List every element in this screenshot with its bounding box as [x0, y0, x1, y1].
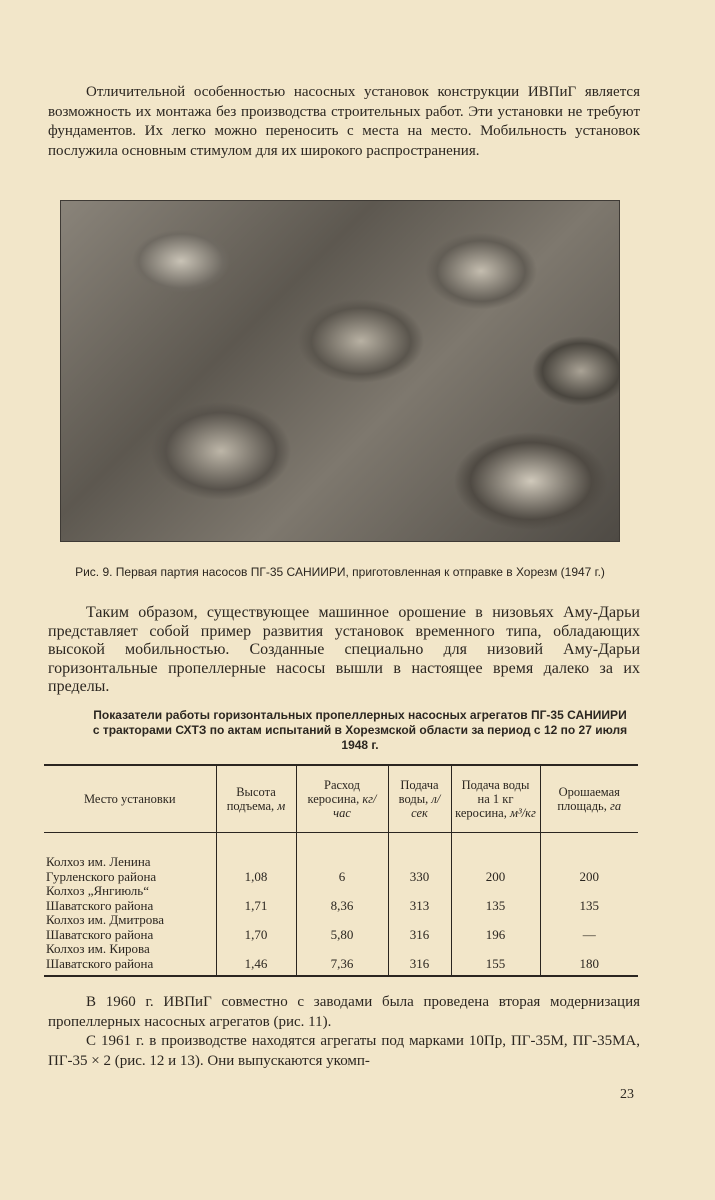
cell-kerosene: 6: [296, 833, 388, 885]
header-height: Высота подъема, м: [216, 765, 296, 833]
cell-water: 330: [388, 833, 451, 885]
cell-area: 135: [540, 884, 638, 913]
figure-9-photo-pumps: [60, 200, 620, 542]
table-row: [44, 913, 638, 942]
cell-water-per-kg: 200: [451, 833, 540, 885]
table-header-row: [44, 765, 638, 833]
cell-water: 316: [388, 942, 451, 976]
cell-height: 1,70: [216, 913, 296, 942]
header-water: Подача воды, л/сек: [388, 765, 451, 833]
header-kerosene: Расход керосина, кг/час: [296, 765, 388, 833]
pump-performance-table: [44, 764, 638, 977]
cell-kerosene: 8,36: [296, 884, 388, 913]
cell-water: 313: [388, 884, 451, 913]
cell-place: Колхоз им. Дмитрова Шаватского района: [46, 912, 165, 942]
figure-9-caption: Рис. 9. Первая партия насосов ПГ-35 САНИИРИ, приготовленная к отправке в Хорезм (1947 г.): [75, 565, 605, 579]
cell-water-per-kg: 155: [451, 942, 540, 976]
table-title: Показатели работы горизонтальных пропеллерных насосных агрегатов ПГ-35 САНИИРИ с тракторами СХТЗ по актам испытаний в Хорезмской области за период с 12 по 27 июля 1948 г.: [92, 708, 628, 752]
header-water-per-kg: Подача воды на 1 кг керосина, м³/кг: [451, 765, 540, 833]
paragraph-modernization: В 1960 г. ИВПиГ совместно с заводами была проведена вторая модернизация пропеллерных насосных агрегатов (рис. 11).: [48, 994, 640, 1030]
header-area: Орошаемая площадь, га: [540, 765, 638, 833]
page-number: 23: [620, 1087, 634, 1102]
cell-water-per-kg: 135: [451, 884, 540, 913]
table-row: [44, 833, 638, 885]
closing-paragraphs: [48, 993, 640, 1071]
cell-height: 1,71: [216, 884, 296, 913]
cell-place: Колхоз им. Ленина Гурленского района: [46, 854, 157, 884]
cell-kerosene: 7,36: [296, 942, 388, 976]
cell-water-per-kg: 196: [451, 913, 540, 942]
cell-water: 316: [388, 913, 451, 942]
cell-kerosene: 5,80: [296, 913, 388, 942]
table-row: [44, 884, 638, 913]
header-place: Место установки: [44, 765, 216, 833]
cell-area: —: [540, 913, 638, 942]
paragraph-mobility: Отличительной особенностью насосных установок конструкции ИВПиГ является возможность их монтажа без производства строительных работ. Эти установки не требуют фундаментов. Их легко можно переносить с места на место. Мобильность установок послужила основным стимулом для их широкого распространения.: [48, 84, 640, 159]
cell-height: 1,46: [216, 942, 296, 976]
table-row: [44, 942, 638, 976]
cell-area: 180: [540, 942, 638, 976]
paragraph-production: С 1961 г. в производстве находятся агрегаты под марками 10Пр, ПГ-35М, ПГ-35МА, ПГ-35 × 2 (рис. 12 и 13). Они выпускаются укомп-: [48, 1033, 640, 1069]
cell-area: 200: [540, 833, 638, 885]
cell-place: Колхоз „Янгиюль“ Шаватского района: [46, 883, 154, 913]
cell-height: 1,08: [216, 833, 296, 885]
cell-place: Колхоз им. Кирова Шаватского района: [44, 942, 216, 976]
paragraph-amu-darya: Таким образом, существующее машинное орошение в низовьях Аму-Дарьи представляет собой пример развития установок временного типа, обладающих высокой мобильностью. Созданные специально для низовий Аму-Дарьи горизонтальные пропеллерные насосы вышли в настоящее время далеко за их пределы.: [48, 604, 640, 695]
